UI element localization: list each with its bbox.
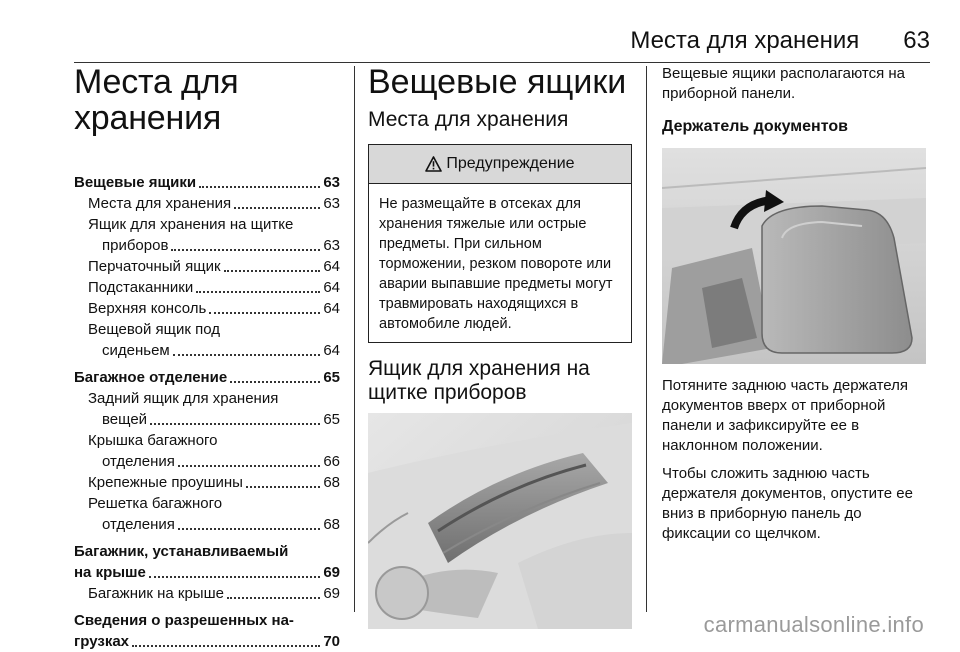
warning-header [369,145,631,184]
instruction-paragraph-1: Потяните заднюю часть держателя документов вверх от приборной панели и зафиксируйте ее в наклонном положении. [662,377,908,454]
chapter-title: Места для хранения [74,63,239,137]
warning-text: Не размещайте в отсеках для хранения тяжелые или острые предметы. При сильном торможении, резком повороте или аварии выпавшие предметы могут травмировать находящихся в автомобиле людей. [379,196,613,332]
content-column-2 [368,64,632,629]
toc-entry[interactable]: Крепежные проушины 68 [88,474,340,491]
running-head-title: Места для хранения [630,27,860,54]
page-number: 63 [903,27,930,54]
warning-title: Предупреждение [446,155,575,172]
toc-entry[interactable]: сиденьем 64 [102,342,340,359]
toc-entry[interactable]: Верхняя консоль 64 [88,300,340,317]
toc-entry[interactable]: Места для хранения 63 [88,195,340,212]
toc-entry-line[interactable]: Решетка багажного [88,495,223,512]
toc-entry-line[interactable]: Задний ящик для хранения [88,390,279,407]
toc-entry-line[interactable]: Сведения о разрешенных на- [74,612,294,629]
toc-entry[interactable]: на крыше 69 [74,564,340,581]
watermark: carmanualsonline.info [703,612,924,637]
content-column-3 [662,64,926,544]
toc-entry[interactable]: Багажное отделение 65 [74,369,340,386]
toc-entry[interactable]: отделения 68 [102,516,340,533]
document-holder-heading: Держатель документов [662,118,848,135]
intro-paragraph: Вещевые ящики располагаются на приборной панели. [662,65,906,102]
warning-box [368,144,632,343]
glovebox-section-title: Ящик для хранения на щитке приборов [368,357,590,404]
toc-entry[interactable]: приборов 63 [102,237,340,254]
column-divider-1 [354,66,355,612]
dashboard-storage-illustration [368,413,632,629]
toc-entry-line[interactable]: Вещевой ящик под [88,321,221,338]
instruction-paragraph-2: Чтобы сложить заднюю часть держателя документов, опустите ее вниз в приборную панель до фиксации со щелчком. [662,465,913,542]
document-holder-illustration [662,148,926,364]
toc-column [74,64,340,652]
toc-entry[interactable]: отделения 66 [102,453,340,470]
warning-triangle-icon [425,156,442,172]
running-head [0,26,930,56]
toc-entry[interactable]: Вещевые ящики 63 [74,174,340,191]
table-of-contents [74,172,340,652]
subsection-title: Места для хранения [368,108,569,131]
toc-entry[interactable]: Багажник на крыше 69 [88,585,340,602]
toc-entry[interactable]: вещей 65 [102,411,340,428]
toc-entry-line[interactable]: Багажник, устанавливаемый [74,543,289,560]
toc-entry[interactable]: грузках 70 [74,633,340,650]
toc-entry[interactable]: Подстаканники 64 [88,279,340,296]
toc-entry[interactable]: Перчаточный ящик 64 [88,258,340,275]
toc-entry-line[interactable]: Ящик для хранения на щитке [88,216,294,233]
toc-entry-line[interactable]: Крышка багажного [88,432,218,449]
section-title: Вещевые ящики [368,63,627,101]
column-divider-2 [646,66,647,612]
